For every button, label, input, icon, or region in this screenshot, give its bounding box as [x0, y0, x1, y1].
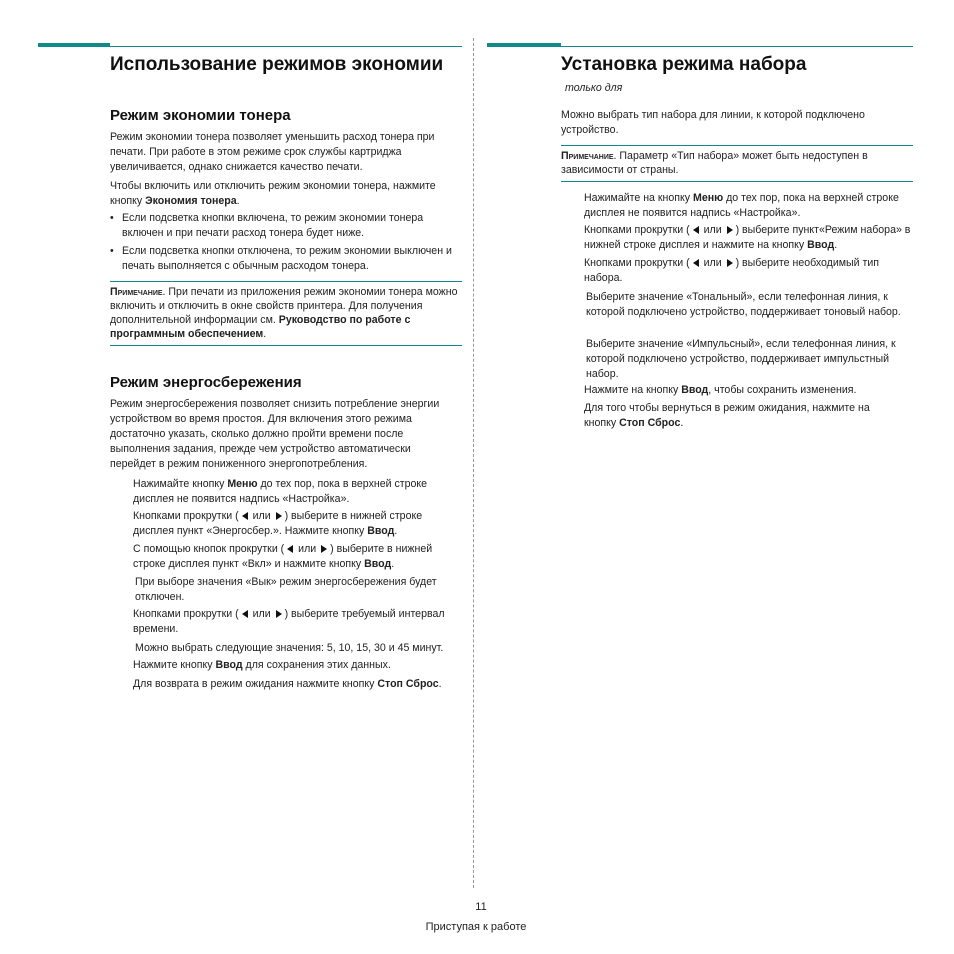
scroll-left-icon: [242, 512, 248, 520]
footer-section-title: Приступая к работе: [425, 921, 527, 933]
toner-instructions: Чтобы включить или отключить режим экономии тонера, нажмите кнопку Экономия тонера.: [110, 180, 436, 207]
page-number: 11: [475, 901, 487, 913]
left-accent-bar: [38, 43, 110, 47]
right-subtitle: только для: [565, 82, 623, 94]
left-page-title: Использование режимов экономии: [110, 54, 444, 75]
toner-button-name: Экономия тонера: [145, 195, 237, 207]
scroll-left-icon: [242, 610, 248, 618]
scroll-right-icon: [276, 610, 282, 618]
right-header-rule: [561, 46, 913, 47]
power-step-3: С помощью кнопок прокрутки ( или ) выберите в нижней строке дисплея пункт «Вкл» и нажмите кнопку Ввод.: [133, 543, 433, 570]
toner-bullet-off: • Если подсветка кнопки отключена, то режим экономии выключен и печать выполняется с обычным расходом тонера.: [110, 245, 452, 272]
scroll-left-icon: [693, 259, 699, 267]
power-step-2: Кнопками прокрутки ( или ) выберите в нижней строке дисплея пункт «Энергосбер.». Нажмите кнопку Ввод.: [133, 510, 423, 537]
dial-step-1: Нажимайте на кнопку Меню до тех пор, пока на верхней строке дисплея не появится надпись «Настройка».: [584, 192, 899, 219]
scroll-right-icon: [321, 545, 327, 553]
toner-heading: Режим экономии тонера: [110, 107, 291, 124]
left-header-rule: [110, 46, 462, 47]
scroll-left-icon: [287, 545, 293, 553]
dial-step-3-note-tone: Выберите значение «Тональный», если телефонная линия, к которой подключено устройство, поддерживает тоновый набор.: [586, 291, 901, 318]
power-step-3-note: При выборе значения «Вык» режим энергосбережения будет отключен.: [135, 576, 437, 603]
right-accent-bar: [487, 43, 561, 47]
power-intro: Режим энергосбережения позволяет снизить потребление энергии устройством во время простоя. Для включения этого режима достаточно указать, сколько должно пройти времени после выполнения задания, прежде чем устройство автоматически перейдет в режим пониженного энергопотребления.: [110, 398, 440, 470]
toner-bullet-on: • Если подсветка кнопки включена, то режим экономии тонера включен и при печати расход тонера будет ниже.: [110, 212, 424, 239]
right-page-title: Установка режима набора: [561, 54, 807, 75]
dial-intro: Можно выбрать тип набора для линии, к которой подключено устройство.: [561, 109, 865, 136]
scroll-right-icon: [727, 226, 733, 234]
toner-note: Примечание. При печати из приложения режим экономии тонера можно включить и отключить в окне свойств принтера. Для получения дополнительной информации см. Руководство по работе с программным обеспечением.: [110, 281, 462, 346]
dial-step-3-note-pulse: Выберите значение «Импульсный», если телефонная линия, к которой подключено устройство, поддерживает импульстный набор.: [586, 338, 896, 380]
power-step-4-note: Можно выбрать следующие значения: 5, 10, 15, 30 и 45 минут.: [135, 642, 444, 654]
column-divider: [473, 38, 474, 888]
dial-step-4: Нажмите на кнопку Ввод, чтобы сохранить изменения.: [584, 384, 857, 396]
scroll-right-icon: [727, 259, 733, 267]
dial-step-3: Кнопками прокрутки ( или ) выберите необходимый тип набора.: [584, 257, 880, 284]
power-step-5: Нажмите кнопку Ввод для сохранения этих данных.: [133, 659, 391, 671]
dial-step-2: Кнопками прокрутки ( или ) выберите пункт«Режим набора» в нижней строке дисплея и нажмите на кнопку Ввод.: [584, 224, 911, 251]
power-step-1: Нажимайте кнопку Меню до тех пор, пока в верхней строке дисплея не появится надпись «Настройка».: [133, 478, 428, 505]
scroll-right-icon: [276, 512, 282, 520]
power-step-6: Для возврата в режим ожидания нажмите кнопку Стоп Сброс.: [133, 678, 442, 690]
power-heading: Режим энергосбережения: [110, 374, 302, 391]
dial-step-5: Для того чтобы вернуться в режим ожидания, нажмите на кнопку Стоп Сброс.: [584, 402, 870, 429]
dial-note: Примечание. Параметр «Тип набора» может быть недоступен в зависимости от страны.: [561, 145, 913, 182]
scroll-left-icon: [693, 226, 699, 234]
toner-intro: Режим экономии тонера позволяет уменьшить расход тонера при печати. При работе в этом режиме срок службы картриджа увеличивается, однако снижается качество печати.: [110, 131, 435, 173]
power-step-4: Кнопками прокрутки ( или ) выберите требуемый интервал времени.: [133, 608, 445, 635]
